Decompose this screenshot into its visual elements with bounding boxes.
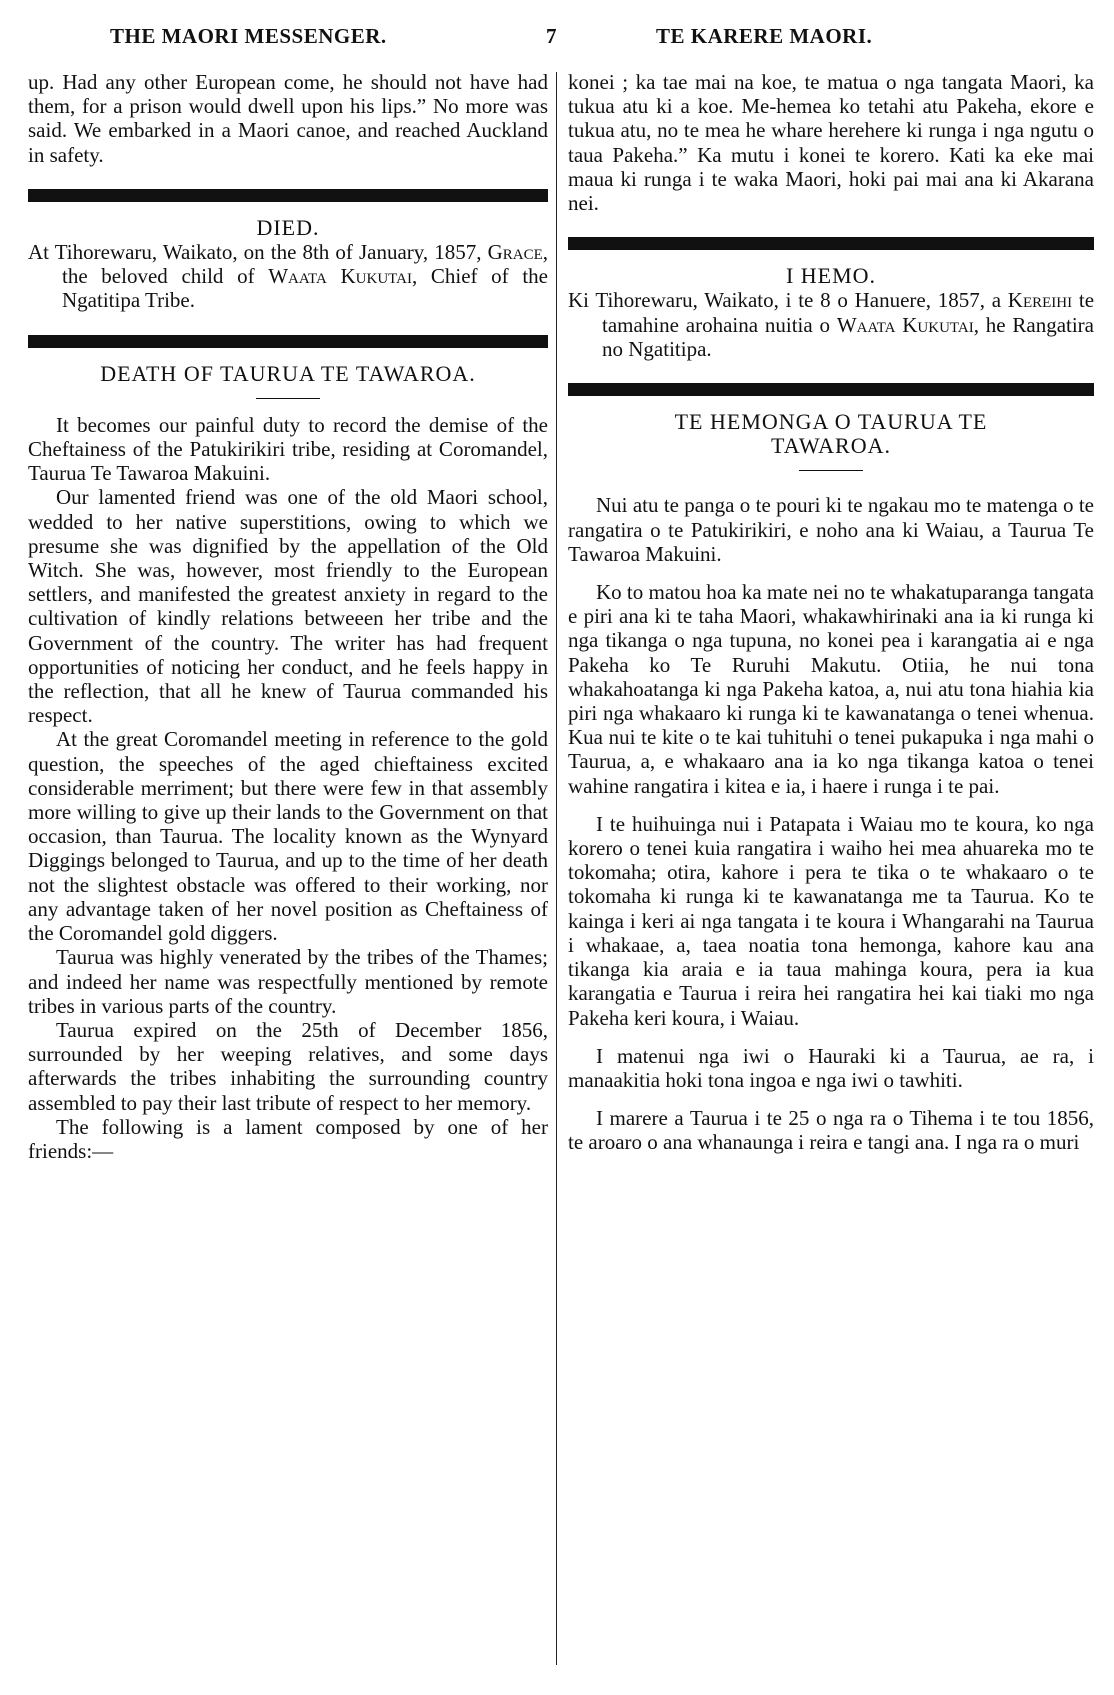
article-heading: TE HEMONGA O TAURUA TE TAWAROA. [674, 409, 988, 459]
article-paragraph: Taurua expired on the 25th of December 1856, surrounded by her weeping relatives, and some days afterwards the tribes inhabiting the surrounding country assembled to pay their last tribute of respect to her memory. [28, 1017, 548, 1115]
maori-intro: konei ; ka tae mai na koe, te matua o nga tangata Maori, ka tukua atu ki a koe. Me-hemea ko tetahi atu Pakeha, ekore e tukua atu, no te mea he whare herehere ki runga i nga ngutu o taua Pakeha.” Ka mutu i konei te korero. Kati ka eke mai maua ki runga i te waka Maori, hoki pai mai ana ki Akarana nei. [568, 70, 1094, 216]
maori-column [568, 70, 1094, 1155]
died-heading: I HEMO. [785, 263, 877, 289]
article-paragraph: Taurua was highly venerated by the tribes of the Thames; and indeed her name was respectfully mentioned by remote tribes in various parts of the country. [28, 945, 548, 1018]
section-separator [568, 383, 1094, 396]
section-separator [28, 335, 548, 348]
page-number: 7 [546, 24, 557, 48]
died-notice: Ki Tihorewaru, Waikato, i te 8 o Hanuere, 1857, a Kereihi te tamahine arohaina nuitia o Waata Kukutai, he Rangatira no Ngatitipa. [568, 288, 1095, 361]
article-paragraph: It becomes our painful duty to record the demise of the Cheftainess of the Patukirikiri tribe, residing at Coromandel, Taurua Te Tawaroa Makuini. [28, 412, 548, 486]
article-paragraph: I marere a Taurua i te 25 o nga ra o Tihema i te tou 1856, te aroaro o ana whanaunga i reira e tangi ana. I nga ra o muri [568, 1106, 1094, 1155]
section-separator [568, 237, 1094, 250]
article-paragraph: Nui atu te panga o te pouri ki te ngakau mo te matenga o te rangatira o te Patukirikiri, e noho ana ki Waiau, a Taurua Te Tawaroa Makuini. [568, 493, 1094, 566]
heading-rule [799, 470, 863, 471]
column-divider [556, 72, 557, 1665]
died-notice: At Tihorewaru, Waikato, on the 8th of January, 1857, Grace, the beloved child of Waata Kukutai, Chief of the Ngatitipa Tribe. [28, 240, 549, 313]
heading-rule [256, 398, 320, 399]
died-heading: DIED. [256, 214, 320, 240]
article-paragraph: At the great Coromandel meeting in reference to the gold question, the speeches of the aged chieftainess excited considerable merriment; but there were few in that assembly more willing to give up their lands to the Government on that occasion, than Taurua. The locality known as the Wynyard Diggings belonged to Taurua, and up to the time of her death not the slightest obstacle was offered to their working, nor any advantage taken of her novel position as Cheftainess of the Coromandel gold diggers. [28, 727, 548, 946]
article-paragraph: Ko to matou hoa ka mate nei no te whakatuparanga tangata e piri ana ki te taha Maori, whakawhirinaki ana ia ki runga ki nga tikanga o nga tupuna, no konei pea i karangatia ai e nga Pakeha ko Te Ruruhi Makutu. Otiia, he nui tona whakahoatanga ki nga Pakeha katoa, a, nui atu tona hiahia kia piri nga whakaaro ki runga ki te kawanatanga o tenei whenua. Kua nui te kite o te kai tuhituhi o tenei pukapuka i nga mahi o Taurua, a, e whakaaro ana ia ko nga tikanga katoa o tenei wahine rangatira i kitea e ia, i haere i runga i te pai. [568, 580, 1094, 798]
english-intro: up. Had any other European come, he should not have had them, for a prison would dwell upon his lips.” No more was said. We embarked in a Maori canoe, and reached Auckland in safety. [28, 70, 548, 167]
article-heading: DEATH OF TAURUA TE TAWAROA. [100, 360, 476, 386]
running-head-maori: TE KARERE MAORI. [656, 24, 873, 48]
article-paragraph: Our lamented friend was one of the old Maori school, wedded to her native superstitions, owing to which we presume she was dignified by the appellation of the Old Witch. She was, however, most friendly to the European settlers, and manifested the greatest anxiety in regard to the cultivation of kindly relations betweeen her tribe and the Government of the country. The writer has had frequent opportunities of noticing her conduct, and he feels happy in the reflection, that all he knew of Taurua commanded his respect. [28, 485, 548, 728]
article-paragraph: The following is a lament composed by one of her friends:— [28, 1114, 548, 1163]
section-separator [28, 189, 548, 202]
article-paragraph: I matenui nga iwi o Hauraki ki a Taurua, ae ra, i manaakitia hoki tona ingoa e nga iwi o tawhiti. [568, 1043, 1094, 1092]
article-paragraph: I te huihuinga nui i Patapata i Waiau mo te koura, ko nga korero o tenei kuia rangatira i waiho hei mea ahuareka mo te tokomaha; otira, kahore i pera te tika o te whakaaro o te tokomaha ki runga ki te kawanatanga me ta Taurua. Ko te kainga i keri ai nga tangata i te koura i Whangarahi na Taurua i whakaae, a, taea noatia tona hemonga, kahore kau ana tikanga kia araia e ia taua mahinga koura, pera ia kua karangatia e Taurua i reira hei rangatira hei kai tiaki mo nga Pakeha keri koura, i Waiau. [568, 811, 1094, 1030]
english-column [28, 70, 548, 1163]
running-head-english: THE MAORI MESSENGER. [110, 24, 387, 48]
